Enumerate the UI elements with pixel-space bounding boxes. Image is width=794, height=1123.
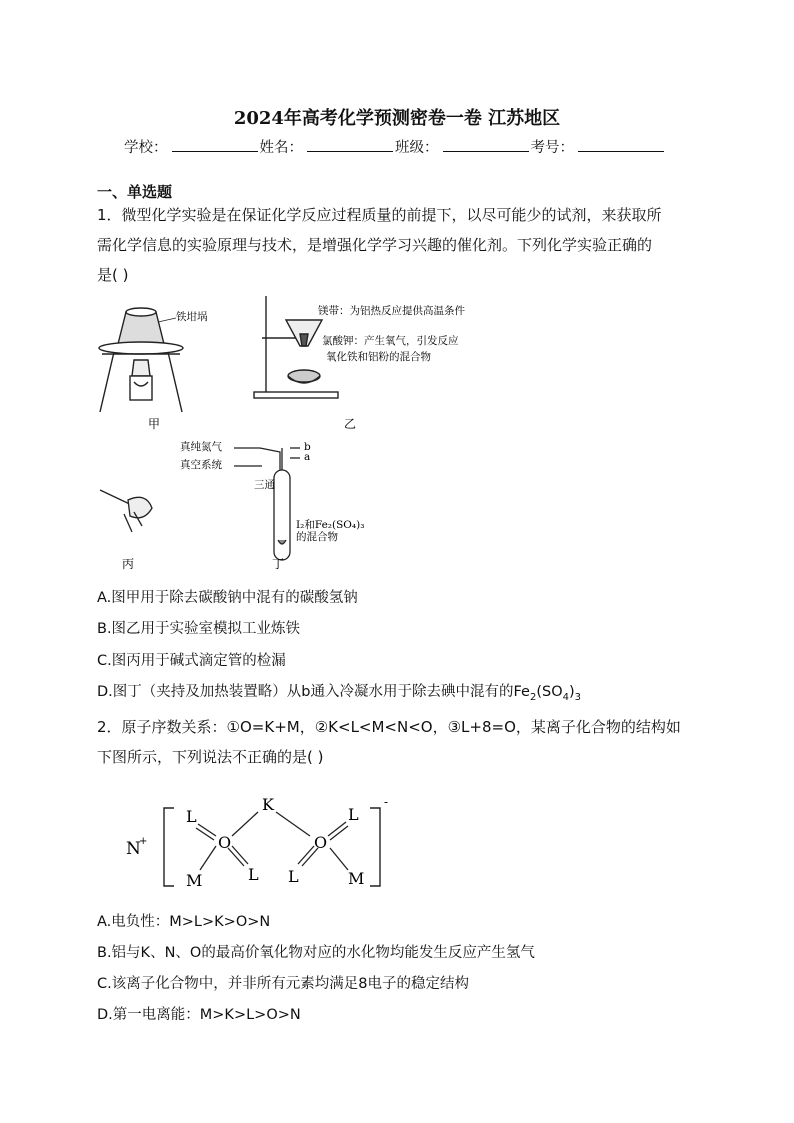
school-label: 学校： [124, 140, 168, 156]
ding-label: 丁 [272, 557, 285, 571]
jia-label: 甲 [148, 417, 161, 431]
left-bracket [164, 808, 174, 886]
q2-option-d[interactable]: D.第一电离能：M>K>L>O>N [97, 1007, 301, 1023]
formula-fe: Fe [513, 684, 530, 700]
atom-L: L [348, 805, 359, 824]
q2-stem-line: 2．原子序数关系：①O=K+M，②K<L<M<N<O，③L+8=O，某离子化合物的结构如 [97, 718, 681, 736]
q2-stem-line: 下图所示，下列说法不正确的是( ) [97, 748, 324, 766]
q2-ionic-structure [120, 792, 410, 896]
formula-sub: 3 [574, 691, 582, 703]
class-label: 班级： [395, 140, 439, 156]
section-title: 一、单选题 [97, 183, 173, 201]
q1-stem-line: 需化学信息的实验原理与技术，是增强化学学习兴趣的催化剂。下列化学实验正确的 [97, 236, 653, 254]
jia-note: 铁坩埚 [176, 311, 208, 323]
ding-note-1: 真纯氮气 [180, 441, 222, 453]
atom-L: L [288, 867, 299, 886]
yi-note-1: 镁带：为铝热反应提供高温条件 [318, 305, 465, 317]
q2-option-b[interactable]: B.铝与K、N、O的最高价氧化物对应的水化物均能发生反应产生氢气 [97, 945, 535, 961]
q1-stem [97, 200, 707, 290]
anion-charge: - [384, 795, 389, 809]
q1-stem-line: 1．微型化学实验是在保证化学反应过程质量的前提下，以尽可能少的试剂，来获取所 [97, 206, 662, 224]
q2-stem [97, 712, 707, 772]
class-blank[interactable] [443, 137, 529, 152]
q2-option-a[interactable]: A.电负性：M>L>K>O>N [97, 914, 271, 930]
q1-option-c[interactable]: C.图丙用于碱式滴定管的检漏 [97, 653, 286, 669]
atom-L: L [248, 865, 259, 884]
bing-label: 丙 [122, 557, 135, 571]
q1-option-a[interactable]: A.图甲用于除去碳酸钠中混有的碳酸氢钠 [97, 590, 358, 606]
yi-label: 乙 [344, 417, 357, 431]
atom-L: L [186, 807, 197, 826]
school-blank[interactable] [172, 137, 258, 152]
figure-ding [234, 448, 300, 560]
exam-number-label: 考号： [530, 140, 574, 156]
atom-M: M [186, 871, 203, 890]
right-bracket [370, 808, 380, 886]
atom-M: M [348, 869, 365, 888]
name-blank[interactable] [307, 137, 393, 152]
atom-K: K [262, 795, 274, 814]
q1-option-d[interactable] [97, 680, 581, 703]
formula-sub: 4 [562, 691, 569, 703]
atom-O: O [218, 833, 232, 852]
q1-apparatus-figure [94, 294, 514, 574]
ding-note-2: 真空系统 [180, 459, 222, 471]
q1-option-b[interactable]: B.图乙用于实验室模拟工业炼铁 [97, 621, 301, 637]
q2-option-c[interactable]: C.该离子化合物中，并非所有元素均满足8电子的稳定结构 [97, 976, 469, 992]
q1-option-d-text: D.图丁（夹持及加热装置略）从b通入冷凝水用于除去碘中混有的 [97, 684, 514, 700]
ding-a: a [304, 451, 311, 463]
figure-bing [100, 490, 152, 532]
ding-note-5: 的混合物 [296, 531, 338, 543]
atom-O: O [314, 833, 328, 852]
name-label: 姓名： [259, 140, 303, 156]
ding-note-4: I₂和Fe₂(SO₄)₃ [296, 519, 365, 531]
exam-number-blank[interactable] [578, 137, 664, 152]
ding-b: b [304, 441, 311, 453]
formula-part: (SO [536, 684, 563, 700]
cation-charge: + [139, 836, 148, 847]
q1-stem-line: 是( ) [97, 266, 129, 284]
cation-N: N [126, 839, 141, 859]
formula-sub: 2 [529, 691, 537, 703]
figure-jia [99, 308, 183, 412]
page-title: 2024年高考化学预测密卷一卷 江苏地区 [233, 108, 561, 129]
ding-note-3: 三通 [254, 479, 275, 491]
formula-part: ) [568, 684, 575, 700]
yi-note-2: 氯酸钾：产生氧气，引发反应 [322, 335, 459, 347]
yi-note-3: 氧化铁和铝粉的混合物 [326, 351, 431, 363]
student-info-row [124, 136, 666, 157]
